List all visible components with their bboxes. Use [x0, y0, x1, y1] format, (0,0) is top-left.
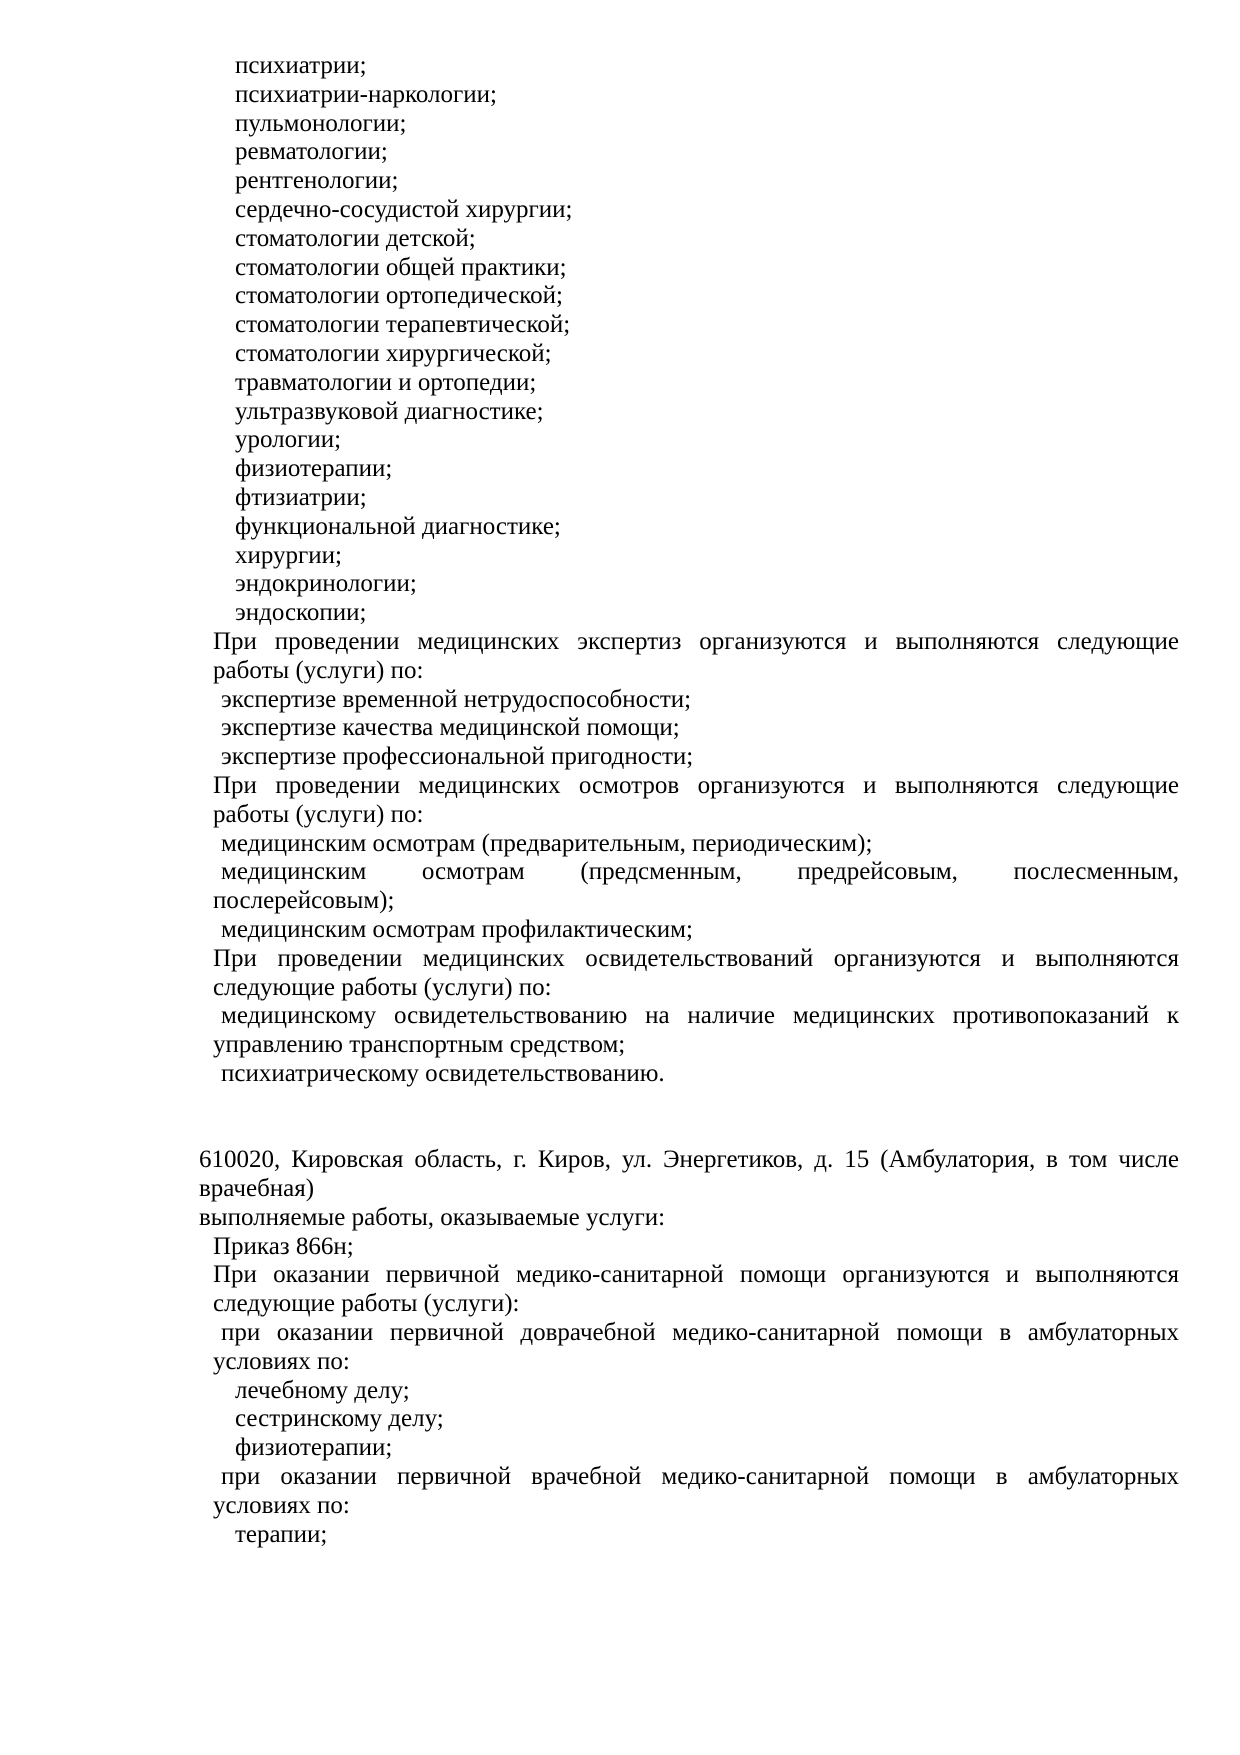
list-item-line: сестринскому делу;	[235, 1405, 444, 1433]
address-heading	[199, 1146, 1179, 1204]
list-item-line: ультразвуковой диагностике;	[235, 397, 544, 425]
list-item-line: стоматологии общей практики;	[235, 253, 567, 281]
list-item-line: стоматологии хирургической;	[235, 339, 552, 367]
expertise-list	[199, 686, 1179, 772]
primary-care-intro-paragraph	[199, 1261, 1179, 1319]
list-item-line: лечебному делу;	[235, 1376, 410, 1404]
list-item-line: экспертизе временной нетрудоспособности;	[221, 685, 692, 713]
license-works-document	[199, 52, 1179, 1549]
certifications-intro-paragraph	[199, 945, 1179, 1003]
list-item-line: медицинским осмотрам (предсменным, предрейсовым, послесменным,	[221, 858, 1179, 886]
pre-doctor-care-paragraph	[199, 1319, 1179, 1377]
paragraph-line: При оказании первичной медико-санитарной помощи организуются и выполняются	[213, 1261, 1179, 1289]
works-services-label	[199, 1204, 1179, 1233]
list-item-line: экспертизе качества медицинской помощи;	[221, 714, 680, 742]
list-item-line: ревматологии;	[235, 138, 388, 166]
pre-doctor-care-list	[199, 1377, 1179, 1463]
paragraph-line: 610020, Кировская область, г. Киров, ул. Энергетиков, д. 15 (Амбулатория, в том числе	[199, 1146, 1179, 1174]
paragraph-line: следующие работы (услуги):	[213, 1290, 520, 1318]
list-item-line: послерейсовым);	[213, 887, 395, 915]
paragraph-line: выполняемые работы, оказываемые услуги:	[199, 1203, 666, 1231]
list-item-line: функциональной диагностике;	[235, 512, 561, 540]
list-item-line: медицинскому освидетельствованию на наличие медицинских противопоказаний к	[221, 1002, 1179, 1030]
list-item-line: сердечно-сосудистой хирургии;	[235, 195, 573, 223]
list-item-line: пульмонологии;	[235, 109, 407, 137]
paragraph-line: условиях по:	[213, 1347, 350, 1375]
list-item-line: стоматологии ортопедической;	[235, 282, 563, 310]
list-item-line: стоматологии терапевтической;	[235, 311, 571, 339]
paragraph-line: Приказ 866н;	[213, 1232, 354, 1260]
list-item-line: урологии;	[235, 426, 342, 454]
paragraph-line: условиях по:	[213, 1491, 350, 1519]
list-item-line: фтизиатрии;	[235, 483, 367, 511]
paragraph-line: работы (услуги) по:	[213, 800, 424, 828]
doctor-care-list	[199, 1521, 1179, 1550]
list-item-line: медицинским осмотрам (предварительным, периодическим);	[221, 829, 873, 857]
list-item-line: физиотерапии;	[235, 1434, 393, 1462]
expertise-intro-paragraph	[199, 628, 1179, 686]
list-item-line: эндоскопии;	[235, 599, 367, 627]
list-item-line: физиотерапии;	[235, 455, 393, 483]
list-item-line: терапии;	[235, 1520, 328, 1548]
paragraph-line: врачебная)	[199, 1175, 315, 1203]
list-item-line: психиатрии;	[235, 52, 367, 79]
paragraph-line: работы (услуги) по:	[213, 656, 424, 684]
paragraph-line: При проведении медицинских осмотров организуются и выполняются следующие	[213, 771, 1179, 799]
list-item-line: травматологии и ортопедии;	[235, 368, 537, 396]
order-reference	[199, 1233, 1179, 1262]
list-item-line: стоматологии детской;	[235, 224, 476, 252]
paragraph-line: при оказании первичной доврачебной медико-санитарной помощи в амбулаторных	[221, 1319, 1179, 1347]
specialties-list	[199, 52, 1179, 628]
paragraph-line: следующие работы (услуги) по:	[213, 973, 552, 1001]
paragraph-line: при оказании первичной врачебной медико-санитарной помощи в амбулаторных	[221, 1463, 1179, 1491]
certifications-list	[199, 1002, 1179, 1088]
list-item-line: управлению транспортным средством;	[213, 1031, 626, 1059]
blank-gap	[199, 1089, 1179, 1147]
list-item-line: экспертизе профессиональной пригодности;	[221, 743, 694, 771]
examinations-intro-paragraph	[199, 772, 1179, 830]
list-item-line: рентгенологии;	[235, 167, 399, 195]
paragraph-line: При проведении медицинских освидетельствований организуются и выполняются	[213, 944, 1179, 972]
paragraph-line: При проведении медицинских экспертиз организуются и выполняются следующие	[213, 627, 1179, 655]
list-item-line: психиатрии-наркологии;	[235, 80, 497, 108]
list-item-line: эндокринологии;	[235, 570, 417, 598]
examinations-list	[199, 830, 1179, 945]
list-item-line: медицинским осмотрам профилактическим;	[221, 915, 693, 943]
doctor-care-paragraph	[199, 1463, 1179, 1521]
list-item-line: хирургии;	[235, 541, 343, 569]
list-item-line: психиатрическому освидетельствованию.	[221, 1059, 665, 1087]
